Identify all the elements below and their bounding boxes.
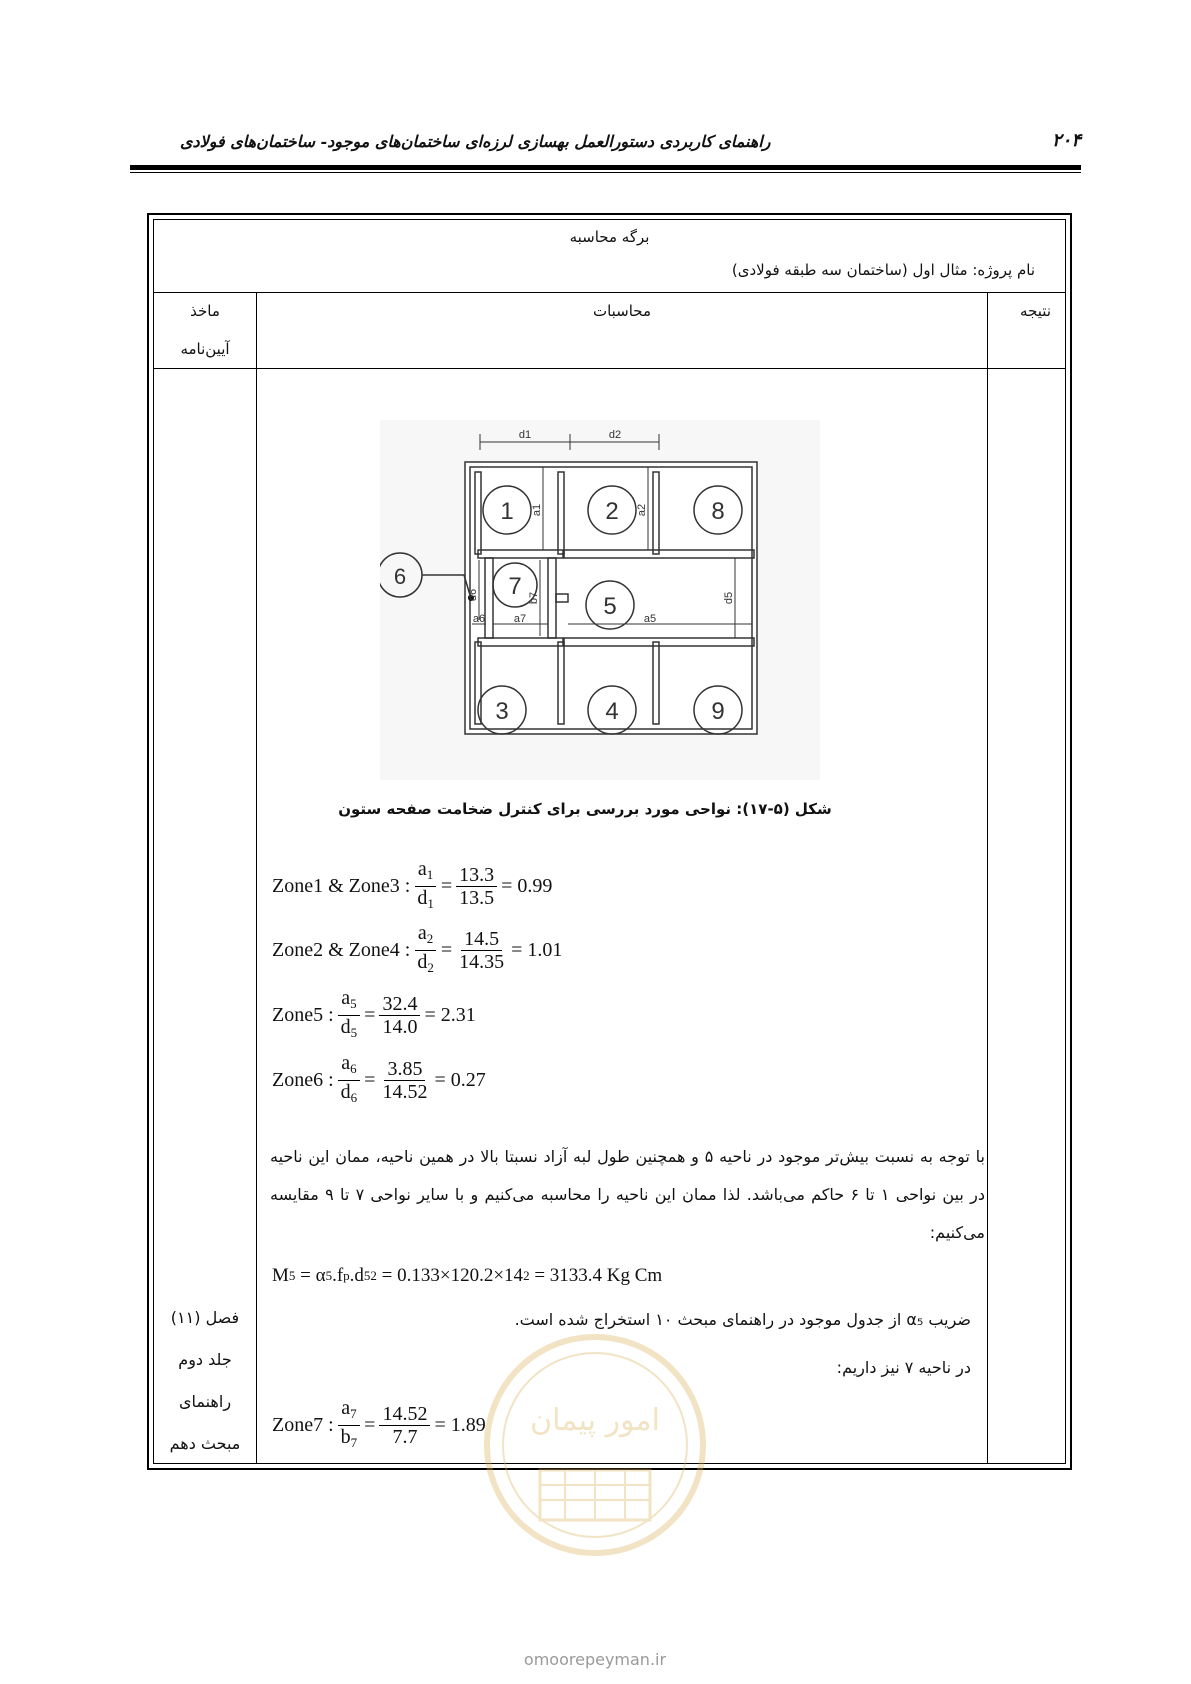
dim-label: a2 bbox=[636, 503, 648, 517]
equation-zone5: Zone5 : $\frac{a_5}{d_5}$ = $\frac{32.4}{14.0}$ = 2.31 bbox=[272, 987, 476, 1044]
project-name: نام پروژه: مثال اول (ساختمان سه طبقه فولادی) bbox=[731, 261, 1035, 279]
eq-result: = 1.89 bbox=[434, 1414, 486, 1436]
header-rule-thin bbox=[130, 172, 1081, 173]
divider-colheads bbox=[154, 368, 1065, 369]
zone-label: 3 bbox=[495, 698, 509, 725]
dim-label: d1 bbox=[518, 429, 532, 441]
header-rule-thick bbox=[130, 165, 1081, 170]
eq-label: Zone2 & Zone4 : bbox=[272, 939, 411, 961]
dim-label: d5 bbox=[723, 591, 735, 605]
ref-line-3: راهنمای bbox=[178, 1392, 232, 1411]
eq-result: = 1.01 bbox=[511, 939, 563, 961]
value-fraction: $\frac{32.4}{14.0}$ bbox=[379, 993, 420, 1038]
dim-label: b7 bbox=[528, 591, 540, 605]
ratio-fraction: $\frac{a_2}{d_2}$ bbox=[414, 922, 437, 979]
zone-label: 5 bbox=[603, 593, 617, 620]
zone-label: 8 bbox=[711, 498, 725, 525]
equation-zone1-3: Zone1 & Zone3 : $\frac{a_1}{d_1}$ = $\frac{13.3}{13.5}$ = 0.99 bbox=[272, 858, 552, 915]
figure-caption: شکل (۵-۱۷): نواحی مورد بررسی برای کنترل ضخامت صفحه ستون bbox=[338, 800, 832, 818]
zone-label: 4 bbox=[605, 698, 619, 725]
col-head-code: آیین‌نامه bbox=[180, 340, 230, 358]
value-fraction: $\frac{3.85}{14.52}$ bbox=[382, 1058, 428, 1103]
col-divider-right bbox=[987, 292, 988, 1463]
zone-label: 7 bbox=[508, 573, 522, 600]
explanation-paragraph: با توجه به نسبت بیش‌تر موجود در ناحیه ۵ و همچنین طول لبه آزاد نسبتا بالا در همین ناحیه، ممان این ناحیه در بین نواحی ۱ تا ۶ حاکم می‌باشد. لذا ممان این ناحیه را محاسبه می‌کنیم و با سایر نواحی ۷ تا ۹ مقایسه می‌کنیم: bbox=[270, 1147, 985, 1242]
ratio-fraction: $\frac{a_7}{b_7}$ bbox=[338, 1397, 361, 1454]
ratio-fraction: $\frac{a_6}{d_6}$ bbox=[338, 1052, 361, 1109]
header-title: راهنمای کاربردی دستورالعمل بهسازی لرزه‌ای ساختمان‌های موجود- ساختمان‌های فولادی bbox=[180, 132, 771, 151]
moment-equation: M 5 = α 5 .f p .d 5 2 = 0.133×120.2×14 2 = 3133.4 Kg Cm bbox=[272, 1265, 663, 1286]
zone-label: 1 bbox=[500, 498, 514, 525]
eq-label: Zone1 & Zone3 : bbox=[272, 875, 411, 897]
watermark-logo bbox=[480, 1330, 710, 1560]
dim-label: d6 bbox=[467, 588, 479, 602]
base-plate-figure bbox=[380, 420, 820, 780]
col-head-result: نتیجه bbox=[1020, 302, 1051, 320]
sheet-title: برگه محاسبه bbox=[569, 228, 650, 246]
eq-label: Zone6 : bbox=[272, 1069, 334, 1091]
value-fraction: $\frac{14.5}{14.35}$ bbox=[459, 928, 505, 973]
equation-zone6: Zone6 : $\frac{a_6}{d_6}$ = $\frac{3.85}{14.52}$ = 0.27 bbox=[272, 1052, 486, 1109]
svg-text:امور پیمان: امور پیمان bbox=[530, 1403, 660, 1438]
col-divider-left bbox=[256, 292, 257, 1463]
dim-label: a5 bbox=[643, 613, 657, 625]
page-number: ۲۰۴ bbox=[1051, 130, 1081, 151]
dim-label: d2 bbox=[608, 429, 622, 441]
eq-result: = 0.99 bbox=[501, 875, 553, 897]
equation-zone7: Zone7 : $\frac{a_7}{b_7}$ = $\frac{14.52}{7.7}$ = 1.89 bbox=[272, 1397, 486, 1454]
equation-zone2-4: Zone2 & Zone4 : $\frac{a_2}{d_2}$ = $\frac{14.5}{14.35}$ = 1.01 bbox=[272, 922, 562, 979]
running-header bbox=[130, 128, 1081, 158]
zone-label: 2 bbox=[605, 498, 619, 525]
eq-result: = 2.31 bbox=[424, 1004, 476, 1026]
zone7-intro: در ناحیه ۷ نیز داریم: bbox=[836, 1358, 971, 1377]
eq-result: = 0.27 bbox=[434, 1069, 486, 1091]
ratio-fraction: $\frac{a_5}{d_5}$ bbox=[338, 987, 361, 1044]
divider-header bbox=[154, 292, 1065, 293]
value-fraction: $\frac{13.3}{13.5}$ bbox=[456, 864, 497, 909]
col-head-calc: محاسبات bbox=[592, 302, 652, 320]
ratio-fraction: $\frac{a_1}{d_1}$ bbox=[414, 858, 437, 915]
watermark-site: omoorepeyman.ir bbox=[523, 1650, 667, 1669]
zone-label: 9 bbox=[711, 698, 725, 725]
dim-label: a6 bbox=[472, 613, 486, 625]
dim-label: a1 bbox=[531, 503, 543, 517]
eq-label: Zone5 : bbox=[272, 1004, 334, 1026]
zone-label: 6 bbox=[393, 564, 407, 589]
dim-label: a7 bbox=[513, 613, 527, 625]
ref-line-4: مبحث دهم bbox=[169, 1434, 241, 1453]
value-fraction: $\frac{14.52}{7.7}$ bbox=[379, 1403, 430, 1448]
ref-line-1: فصل (۱۱) bbox=[170, 1308, 240, 1327]
alpha-note: ضریب α₅ از جدول موجود در راهنمای مبحث ۱۰ استخراج شده است. bbox=[514, 1310, 971, 1329]
eq-label: Zone7 : bbox=[272, 1414, 334, 1436]
ref-line-2: جلد دوم bbox=[178, 1350, 232, 1369]
col-head-source: ماخذ bbox=[190, 302, 220, 320]
